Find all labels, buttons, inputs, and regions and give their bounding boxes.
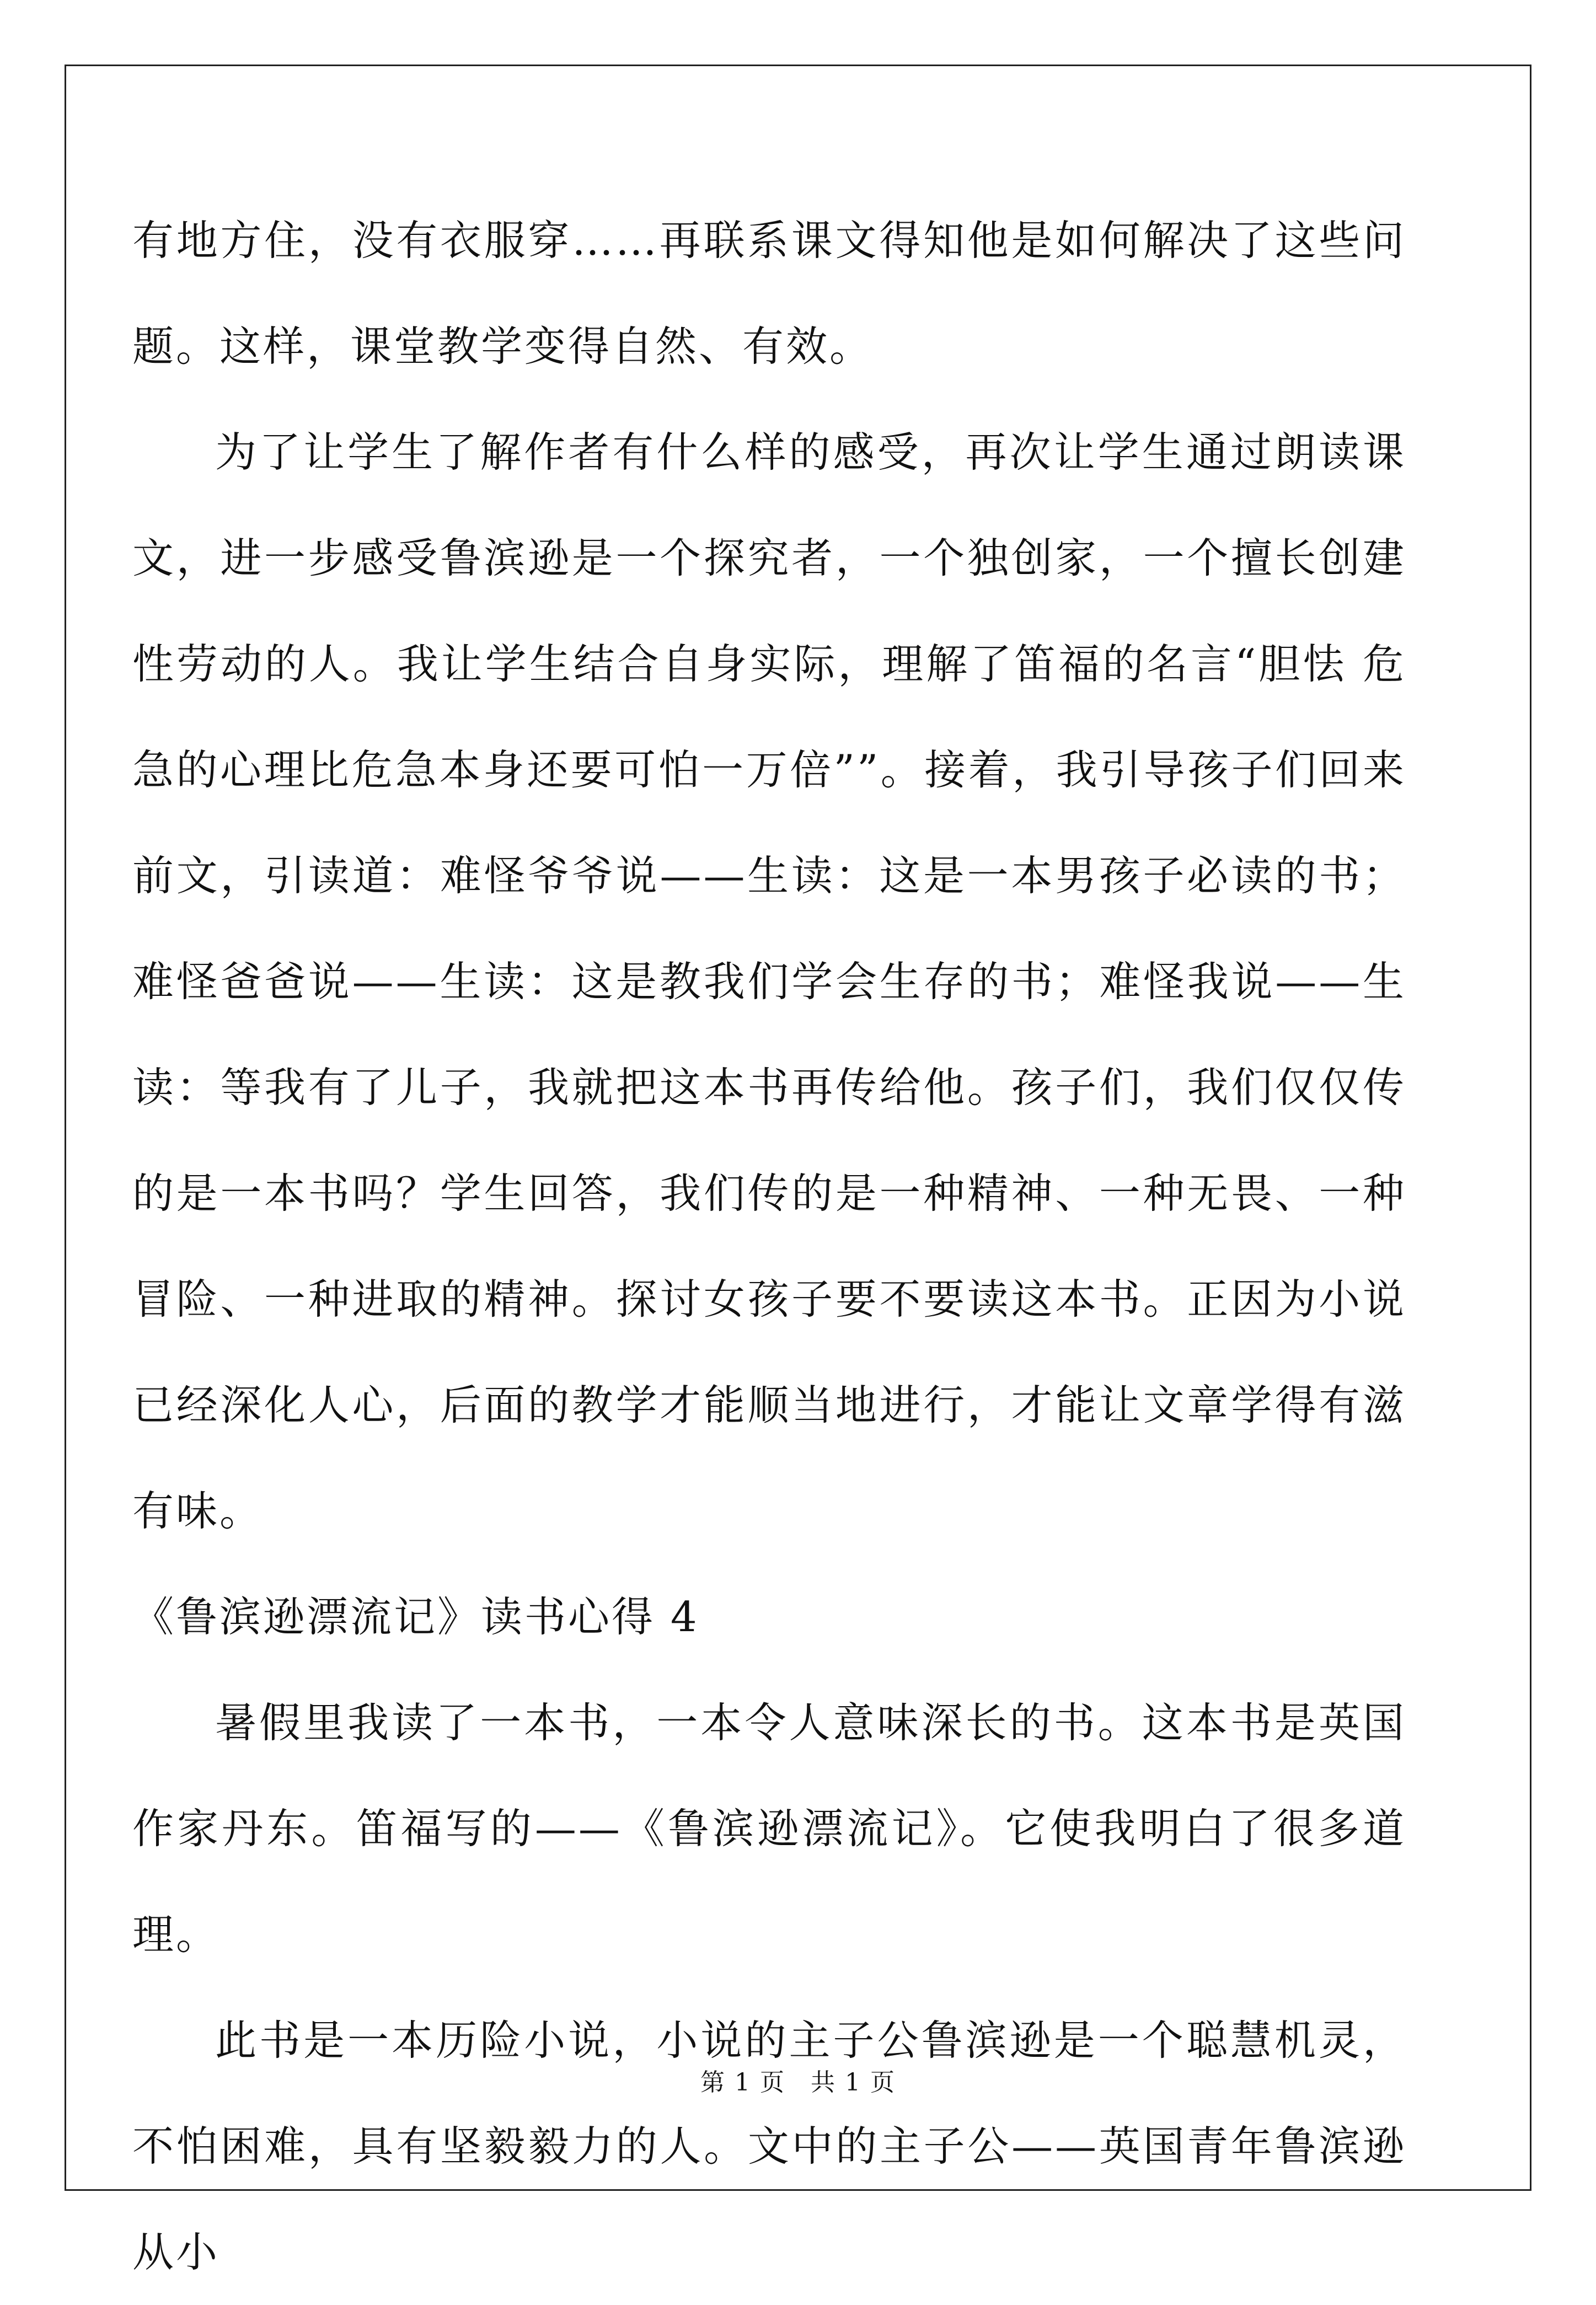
section-heading: 《鲁滨逊漂流记》读书心得 4: [132, 1593, 699, 1641]
page-number-footer: 第 1 页 共 1 页: [700, 2068, 896, 2097]
paragraph-summer-reading: 暑假里我读了一本书，一本令人意味深长的书。这本书是英国作家丹东。笛福写的——《鲁滨逊漂流记》。它使我明白了很多道理。: [132, 1698, 1406, 1959]
paragraph-teaching-reflection: 为了让学生了解作者有什么样的感受，再次让学生通过朗读课文，进一步感受鲁滨逊是一个探究者，一个独创家，一个擅长创建性劳动的人。我让学生结合自身实际，理解了笛福的名言“胆怯 危急的心理比危急本身还要可怕一万倍””。接着，我引导孩子们回来前文，引读道：难怪爷爷说——生读：这是一本男孩子必读的书；难怪爸爸说——生读：这是教我们学会生存的书；难怪我说——生读：等我有了儿子，我就把这本书再传给他。孩子们，我们仅仅传的是一本书吗？学生回答，我们传的是一种精神、一种无畏、一种冒险、一种进取的精神。探讨女孩子要不要读这本书。正因为小说已经深化人心，后面的教学才能顺当地进行，才能让文章学得有滋有味。: [132, 428, 1406, 1535]
paragraph-continuation: 有地方住，没有衣服穿……再联系课文得知他是如何解决了这些问题。这样，课堂教学变得自然、有效。: [132, 216, 1406, 371]
paragraph-book-intro: 此书是一本历险小说，小说的主子公鲁滨逊是一个聪慧机灵，不怕困难，具有坚毅毅力的人。文中的主子公——英国青年鲁滨逊从小: [132, 2016, 1406, 2276]
document-body: [132, 187, 1406, 2305]
